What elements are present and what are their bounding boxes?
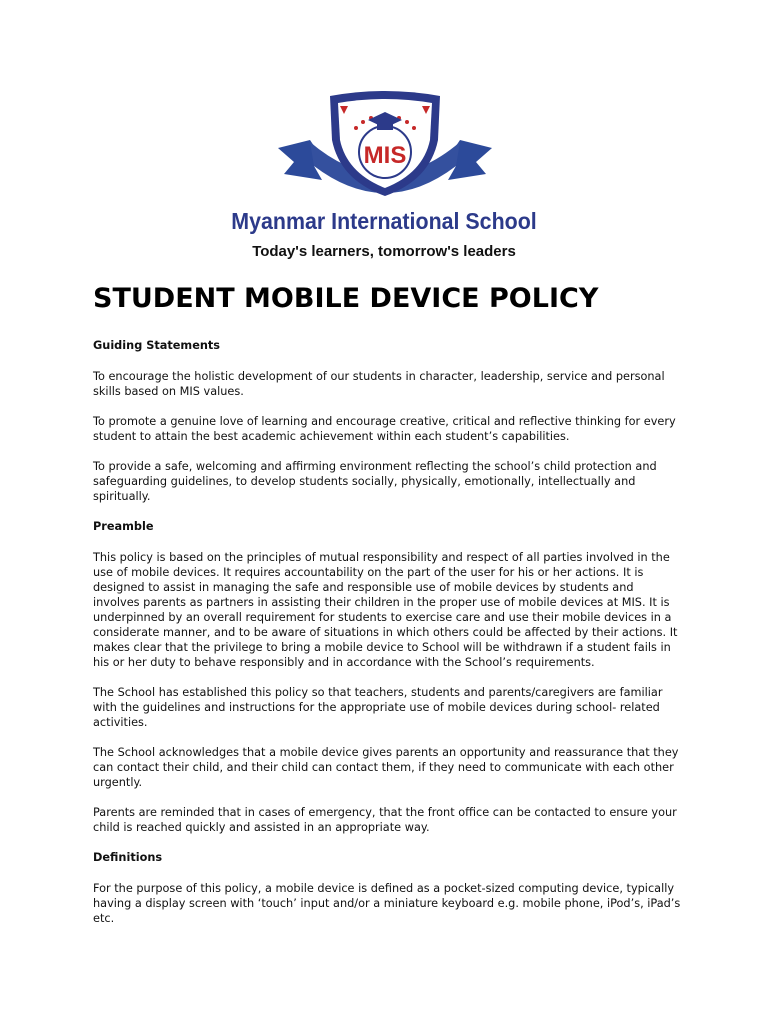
school-tagline: Today's learners, tomorrow's leaders <box>252 243 516 260</box>
section-heading-preamble: Preamble <box>93 520 154 533</box>
section-heading-guiding-statements: Guiding Statements <box>93 339 221 352</box>
paragraph: Parents are reminded that in cases of emergency, that the front office can be contacted to ensure your child is reached quickly and assisted in an appropriate way. <box>93 806 677 834</box>
paragraph: The School has established this policy so that teachers, students and parents/caregivers are familiar with the guidelines and instructions for the appropriate use of mobile devices during school- related activities. <box>93 686 663 729</box>
school-name: Myanmar International School <box>231 208 537 234</box>
document-body <box>93 338 683 941</box>
paragraph: To provide a safe, welcoming and affirming environment reflecting the school’s child protection and safeguarding guidelines, to develop students socially, physically, emotionally, intellectually and spiritually. <box>93 460 657 503</box>
section-heading-definitions: Definitions <box>93 851 163 864</box>
school-logo <box>270 88 500 213</box>
document-title: STUDENT MOBILE DEVICE POLICY <box>93 283 599 314</box>
paragraph: To promote a genuine love of learning and encourage creative, critical and reflective thinking for every student to attain the best academic achievement within each student’s capabilities. <box>93 415 676 443</box>
paragraph: To encourage the holistic development of our students in character, leadership, service and personal skills based on MIS values. <box>93 370 665 398</box>
paragraph: For the purpose of this policy, a mobile device is defined as a pocket-sized computing device, typically having a display screen with ‘touch’ input and/or a miniature keyboard e.g. mobile phone, iPod’s, iPad’s etc. <box>93 882 681 925</box>
paragraph: The School acknowledges that a mobile device gives parents an opportunity and reassurance that they can contact their child, and their child can contact them, if they need to communicate with each other urgently. <box>93 746 679 789</box>
paragraph: This policy is based on the principles of mutual responsibility and respect of all parties involved in the use of mobile devices. It requires accountability on the part of the user for his or her actions. It is designed to assist in managing the safe and responsible use of mobile devices by students and involves parents as partners in assisting their children in the proper use of mobile devices at MIS. It is underpinned by an overall requirement for students to exercise care and use their mobile devices in a considerate manner, and to be aware of situations in which others could be affected by their actions. It makes clear that the privilege to bring a mobile device to School will be withdrawn if a student fails in his or her duty to behave responsibly and in accordance with the School’s requirements. <box>93 551 678 669</box>
logo-emblem-text: MIS <box>363 142 407 169</box>
